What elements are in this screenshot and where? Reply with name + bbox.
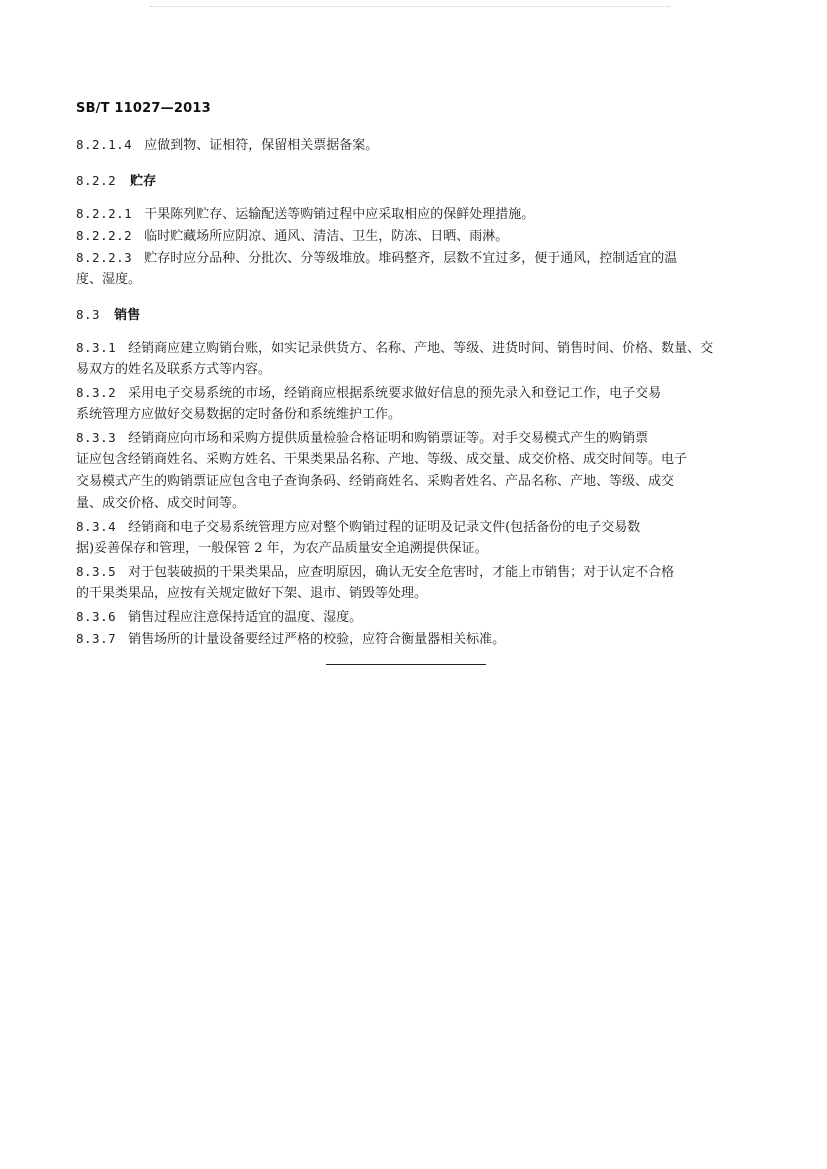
- clause-text: 贮存时应分品种、分批次、分等级堆放。堆码整齐，层数不宜过多，便于通风，控制适宜的温: [144, 251, 678, 266]
- clause-text: 经销商应建立购销台账，如实记录供货方、名称、产地、等级、进货时间、销售时间、价格、数量、交: [128, 341, 714, 356]
- clause-text: 对于包装破损的干果类果品，应查明原因，确认无安全危害时，才能上市销售；对于认定不合格: [128, 565, 675, 580]
- clause-text: 的干果类果品，应按有关规定做好下架、退市、销毁等处理。: [76, 586, 428, 601]
- clause-text: 量、成交价格、成交时间等。: [76, 496, 246, 511]
- clause-8-3-4-continued: [76, 538, 756, 560]
- section-title: 销售: [114, 308, 141, 323]
- clause-number: 8.2.2.1: [76, 206, 133, 221]
- clause-8-3-3-continued-1: [76, 449, 756, 471]
- clause-8-2-2-1: [76, 203, 756, 226]
- clause-number: 8.3.1: [76, 340, 117, 355]
- clause-8-2-2-3: [76, 247, 756, 270]
- clause-8-2-2-2: [76, 225, 756, 248]
- clause-text: 系统管理方应做好交易数据的定时备份和系统维护工作。: [76, 407, 402, 422]
- clause-number: 8.3.4: [76, 519, 117, 534]
- section-title: 贮存: [130, 174, 157, 189]
- clause-8-3-1-continued: [76, 359, 756, 381]
- clause-text: 证应包含经销商姓名、采购方姓名、干果类果品名称、产地、等级、成交量、成交价格、成交时间等。电子: [76, 452, 688, 467]
- clause-number: 8.3.7: [76, 631, 117, 646]
- clause-text: 采用电子交易系统的市场，经销商应根据系统要求做好信息的预先录入和登记工作，电子交易: [128, 386, 662, 401]
- clause-8-3-3-continued-2: [76, 471, 756, 493]
- page-top-edge: [150, 0, 670, 7]
- clause-8-2-2-3-continued: [76, 269, 756, 291]
- clause-text: 经销商和电子交易系统管理方应对整个购销过程的证明及记录文件(包括备份的电子交易数: [128, 520, 641, 535]
- document-id: SB/T 11027—2013: [76, 101, 211, 116]
- clause-8-3-7: [76, 628, 756, 651]
- clause-text: 交易模式产生的购销票证应包含电子查询条码、经销商姓名、采购者姓名、产品名称、产地、等级、成交: [76, 474, 675, 489]
- clause-text: 干果陈列贮存、运输配送等购销过程中应采取相应的保鲜处理措施。: [144, 207, 535, 222]
- clause-text: 临时贮藏场所应阴凉、通风、清洁、卫生，防冻、日晒、雨淋。: [144, 229, 509, 244]
- clause-number: 8.3.2: [76, 385, 117, 400]
- section-number: 8.2.2: [76, 173, 117, 188]
- clause-8-2-1-4: [76, 134, 756, 157]
- clause-8-3-3: [76, 427, 756, 450]
- section-heading-8-3: [76, 304, 140, 327]
- clause-text: 据)妥善保存和管理，一般保管 2 年，为农产品质量安全追溯提供保证。: [76, 541, 488, 556]
- clause-8-3-2-continued: [76, 404, 756, 426]
- section-number: 8.3: [76, 307, 101, 322]
- clause-8-3-3-continued-3: [76, 493, 756, 515]
- clause-8-3-4: [76, 516, 756, 539]
- clause-text: 易双方的姓名及联系方式等内容。: [76, 362, 272, 377]
- clause-text: 应做到物、证相符，保留相关票据备案。: [144, 138, 379, 153]
- clause-number: 8.3.6: [76, 609, 117, 624]
- clause-number: 8.2.1.4: [76, 137, 133, 152]
- clause-8-3-6: [76, 606, 756, 629]
- clause-number: 8.2.2.3: [76, 250, 133, 265]
- clause-number: 8.3.3: [76, 430, 117, 445]
- clause-number: 8.3.5: [76, 564, 117, 579]
- clause-8-3-5-continued: [76, 583, 756, 605]
- clause-text: 销售场所的计量设备要经过严格的校验，应符合衡量器相关标准。: [128, 632, 506, 647]
- clause-8-3-5: [76, 561, 756, 584]
- section-heading-8-2-2: [76, 170, 156, 193]
- clause-text: 经销商应向市场和采购方提供质量检验合格证明和购销票证等。对手交易模式产生的购销票: [128, 431, 649, 446]
- clause-8-3-1: [76, 337, 756, 360]
- clause-number: 8.2.2.2: [76, 228, 133, 243]
- end-of-document-rule: [326, 664, 486, 665]
- clause-text: 销售过程应注意保持适宜的温度、湿度。: [128, 610, 363, 625]
- clause-8-3-2: [76, 382, 756, 405]
- clause-text: 度、湿度。: [76, 272, 142, 287]
